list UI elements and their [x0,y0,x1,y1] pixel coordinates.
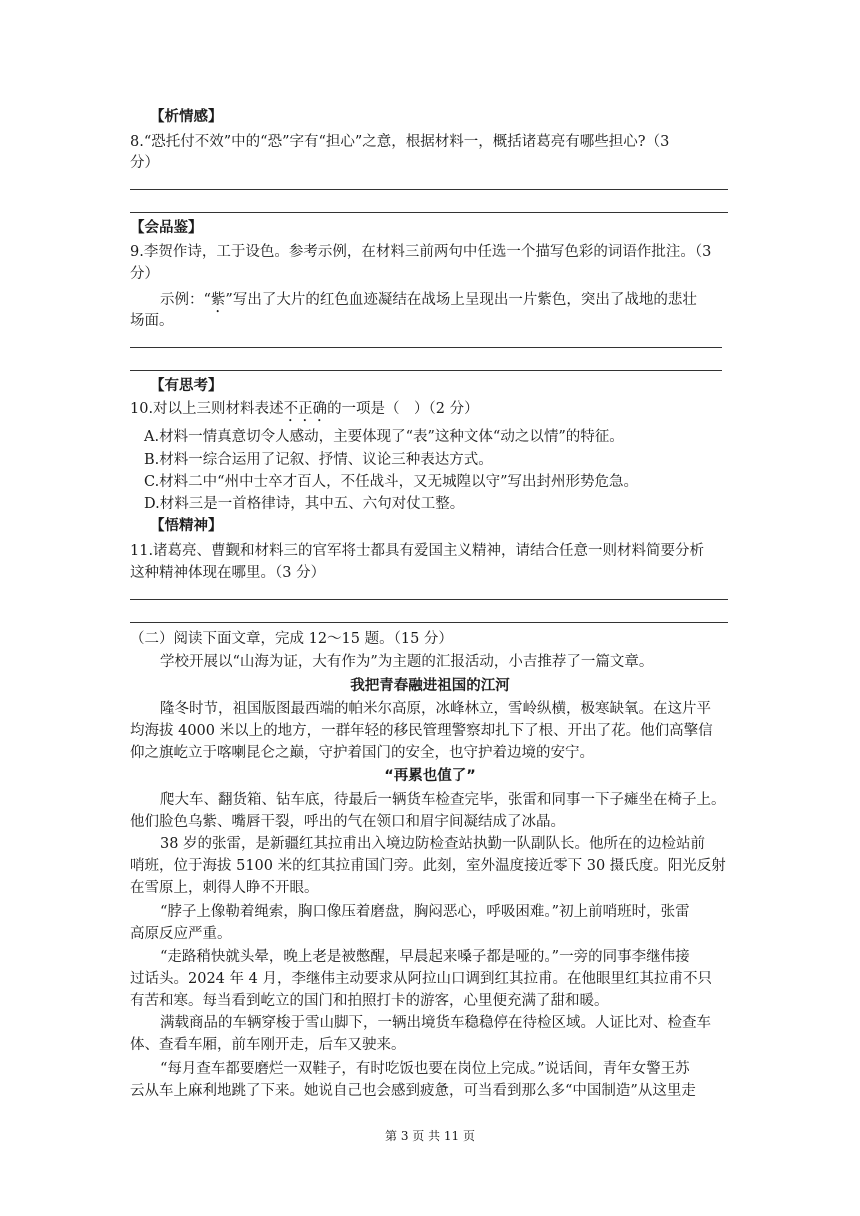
q8-answer-line-1 [130,189,728,190]
para6-line1: 满载商品的车辆穿梭于雪山脚下，一辆出境货车稳稳停在待检区域。人证比对、检查车 [160,1015,711,1031]
q8-question-line2: 分） [130,155,159,171]
q11-answer-line-2 [130,622,728,623]
para4-line2: 高原反应严重。 [130,926,232,942]
para1-line3: 仰之旗屹立于喀喇昆仑之巅，守护着国门的安全，也守护着边境的安宁。 [130,745,594,761]
q10-question-stem [130,399,479,425]
q8-section-header: 【析情感】 [150,108,223,125]
q9-question-line1: 9.李贺作诗，工于设色。参考示例，在材料三前两句中任选一个描写色彩的词语作批注。（3 [130,244,712,260]
part2-title: （二）阅读下面文章，完成 12～15 题。（15 分） [130,631,453,647]
q8-question-line1: 8.“恐托付不效”中的“恐”字有“担心”之意，根据材料一，概括诸葛亮有哪些担心?（3 [130,134,670,150]
para3-line3: 在雪原上，刺得人睁不开眼。 [130,880,319,896]
para7-line1: “每月查车都要磨烂一双鞋子，有时吃饭也要在岗位上完成。”说话间，青年女警王苏 [160,1061,690,1077]
q10-stem-suffix: 的一项是（ ）（2 分） [327,401,479,417]
para5-line1: “走路稍快就头晕，晚上老是被憋醒，早晨起来嗓子都是哑的。”一旁的同事李继伟接 [160,949,690,965]
para2-line2: 他们脸色乌紫、嘴唇干裂，呼出的气在领口和眉宇间凝结成了冰晶。 [130,814,565,830]
para1-line1: 隆冬时节，祖国版图最西端的帕米尔高原，冰峰林立，雪岭纵横，极寒缺氧。在这片平 [160,701,711,717]
para7-line2: 云从车上麻利地跳了下来。她说自己也会感到疲惫，可当看到那么多“中国制造”从这里走 [130,1083,696,1099]
q11-answer-line-1 [130,599,728,600]
part2-intro: 学校开展以“山海为证，大有作为”为主题的汇报活动，小吉推荐了一篇文章。 [160,654,654,670]
q9-example-suffix: ”写出了大片的红色血迹凝结在战场上呈现出一片紫色，突出了战地的悲壮 [225,292,697,308]
q9-example-line2: 场面。 [130,313,174,329]
para1-line2: 均海拔 4000 米以上的地方，一群年轻的移民管理警察却扎下了根、开出了花。他们高擎信 [130,723,713,739]
q9-answer-line-2 [130,370,722,371]
q9-question-line2: 分） [130,266,159,282]
para2-line1: 爬大车、翻货箱、钻车底，待最后一辆货车检查完毕，张雷和同事一下子瘫坐在椅子上。 [160,792,726,808]
page-footer: 第 3 页 共 11 页 [385,1129,475,1143]
article-title: 我把青春融进祖国的江河 [350,678,510,694]
q9-example-prefix: 示例：“ [160,292,211,308]
para3-line2: 哨班，位于海拔 5100 米的红其拉甫国门旁。此刻，室外温度接近零下 30 摄氏度。阳光反射 [130,858,726,874]
q11-question-line1: 11.诸葛亮、曹觐和材料三的官军将士都具有爱国主义精神，请结合任意一则材料简要分析 [130,543,705,559]
q9-section-header: 【会品鉴】 [130,219,203,236]
q10-stem-prefix: 10.对以上三则材料表述 [130,401,284,417]
para5-line2: 过话头。2024 年 4 月，李继伟主动要求从阿拉山口调到红其拉甫。在他眼里红其拉甫不只 [130,971,712,987]
para5-line3: 有苦和寒。每当看到屹立的国门和拍照打卡的游客，心里便充满了甜和暖。 [130,993,609,1009]
para4-line1: “脖子上像勒着绳索，胸口像压着磨盘，胸闷恶心，呼吸困难。”初上前哨班时，张雷 [160,904,690,920]
q10-stem-emphasis: 不正确 [283,401,328,417]
para3-line1: 38 岁的张雷，是新疆红其拉甫出入境边防检查站执勤一队副队长。他所在的边检站前 [160,836,706,852]
q10-option-a: A.材料一情真意切令人感动，主要体现了“表”这种文体“动之以情”的特征。 [144,429,624,445]
q9-example-line1 [160,290,697,316]
q10-option-b: B.材料一综合运用了记叙、抒情、议论三种表达方式。 [144,452,493,468]
article-subtitle: “再累也值了” [384,768,476,784]
q8-answer-line-2 [130,212,728,213]
q9-example-word: 紫 [210,292,226,308]
q9-answer-line-1 [130,347,722,348]
q11-question-line2: 这种精神体现在哪里。（3 分） [130,565,326,581]
para6-line2: 体、查看车厢，前车刚开走，后车又驶来。 [130,1037,406,1053]
q11-section-header: 【悟精神】 [150,517,223,534]
q10-option-c: C.材料二中“州中士卒才百人，不任战斗，又无城隍以守”写出封州形势危急。 [144,474,639,490]
q10-option-d: D.材料三是一首格律诗，其中五、六句对仗工整。 [144,496,465,512]
q10-section-header: 【有思考】 [150,377,223,394]
